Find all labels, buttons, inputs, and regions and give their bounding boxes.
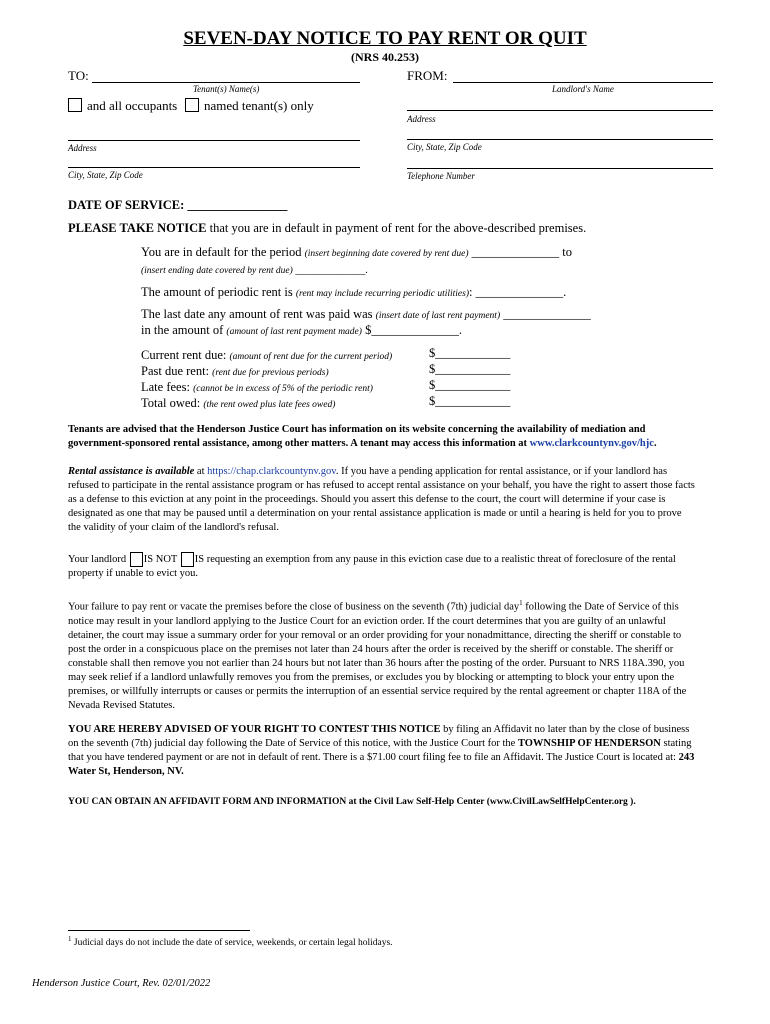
rental-assistance-at: at (194, 466, 208, 477)
tenant-address-field[interactable] (68, 140, 360, 141)
amount-row (141, 378, 541, 394)
amount-hint: (cannot be in excess of 5% of the periodic rent) (193, 384, 373, 394)
tenant-city-field[interactable] (68, 167, 360, 168)
landlord-name-caption: Landlord's Name (552, 84, 614, 94)
contest-text-a: by filing an Affidavit no later than by the close of business on the seventh (7th) judicial day following the Date of Service of this notice, with the Justice Court for the (68, 724, 690, 749)
rental-assistance-paragraph (68, 465, 696, 535)
landlord-address-caption: Address (407, 114, 436, 124)
tenant-address-caption: Address (68, 143, 97, 153)
contest-text-b: stating that you have tendered payment or are not in default of rent. There is a $71.00 court filing fee to file an Affidavit. The Justice Court is located at: (68, 738, 692, 763)
is-checkbox[interactable] (181, 552, 194, 567)
last-paid-line (141, 307, 591, 322)
hjc-link[interactable]: www.clarkcountynv.gov/hjc (529, 438, 654, 449)
amount-row (141, 346, 541, 362)
notice-lead (68, 221, 586, 236)
failure-text-b: following the Date of Service of this notice may result in your landlord applying to the Justice Court for an eviction order. If the court determines that you are guilty of an unlawful detainer, the court may issue a summary order for your removal or an order providing for your nonadmittance, directing the sheriff or constable to post the order in a conspicuous place on the premises not later than 24 hours after the order is received by the sheriff or constable. The sheriff or constable shall then remove you not earlier than 24 hours but not later than 36 hours after the posting of the order. Pursuant to NRS 118A.390, you may seek relief if a landlord unlawfully removes you from the premises, or excludes you by blocking or attempting to block your entry upon the premises, or willfully interrupts or causes or permits the interruption of an essential service required by the rental agreement or chapter 118A of the Nevada Revised Statutes. (68, 601, 687, 711)
page-title: SEVEN-DAY NOTICE TO PAY RENT OR QUIT (183, 28, 587, 49)
last-amount-blank[interactable]: $______________. (361, 323, 462, 337)
date-of-service-label: DATE OF SERVICE: (68, 198, 185, 212)
last-amount-line (141, 323, 462, 338)
landlord-city-field[interactable] (407, 139, 713, 140)
amount-blank[interactable]: $____________ (429, 394, 511, 408)
footnote-divider (68, 930, 250, 931)
periodic-rent-text: The amount of periodic rent is (141, 285, 296, 299)
last-paid-text: The last date any amount of rent was paid was (141, 307, 376, 321)
court-address: 243 Water St, Henderson, NV. (68, 752, 695, 777)
amount-label: Total owed: (141, 396, 204, 410)
amount-label: Current rent due: (141, 348, 230, 362)
advisory-text: Tenants are advised that the Henderson Justice Court has information on its website concerning the availability of mediation and government-sponsored rental assistance, among other matters. A tenant may access this information at (68, 424, 646, 449)
statute-reference: (NRS 40.253) (351, 50, 419, 64)
landlord-address-field[interactable] (407, 110, 713, 111)
exemption-paragraph (68, 552, 696, 581)
amount-blank[interactable]: $____________ (429, 362, 511, 376)
advisory-paragraph (68, 423, 698, 451)
amount-hint: (rent due for previous periods) (212, 368, 329, 378)
landlord-name-field[interactable] (453, 82, 713, 83)
amount-label: Past due rent: (141, 364, 213, 378)
amount-hint: (the rent owed plus late fees owed) (203, 400, 336, 410)
from-label: FROM: (407, 68, 448, 83)
period-hint-end: (insert ending date covered by rent due) (141, 266, 293, 276)
to-label: TO: (68, 68, 89, 83)
amount-hint: (amount of rent due for the current period) (229, 352, 393, 362)
all-occupants-checkbox[interactable] (68, 98, 82, 112)
exemption-text-b: IS NOT (143, 553, 178, 565)
all-occupants-label: and all occupants (87, 98, 178, 113)
period-hint-start: (insert beginning date covered by rent due) (304, 249, 469, 259)
landlord-phone-caption: Telephone Number (407, 171, 475, 181)
tenant-name-field[interactable] (92, 82, 360, 83)
affidavit-notice: YOU CAN OBTAIN AN AFFIDAVIT FORM AND INFORMATION at the Civil Law Self-Help Center (www.CivilLawSelfHelpCenter.org ). (68, 797, 636, 807)
footnote-text: Judicial days do not include the date of service, weekends, or certain legal holidays. (71, 938, 393, 949)
periodic-rent-blank[interactable]: : ______________. (469, 285, 567, 299)
tenant-name-caption: Tenant(s) Name(s) (193, 84, 260, 94)
amount-blank[interactable]: $____________ (429, 346, 511, 360)
contest-bold-b: TOWNSHIP OF HENDERSON (517, 738, 661, 749)
periodic-rent-line (141, 285, 566, 300)
last-amount-text: in the amount of (141, 323, 227, 337)
chap-link[interactable]: https://chap.clarkcountynv.gov (207, 466, 336, 477)
amount-blank[interactable]: $____________ (429, 378, 511, 392)
landlord-city-caption: City, State, Zip Code (407, 142, 482, 152)
exemption-text-a: Your landlord (68, 553, 127, 565)
rental-assistance-lead: Rental assistance is available (68, 466, 195, 477)
named-tenants-checkbox[interactable] (185, 98, 199, 112)
amount-row (141, 394, 541, 410)
failure-text-a: Your failure to pay rent or vacate the premises before the close of business on the seventh (7th) judicial day (68, 601, 520, 613)
footnote-number: 1 (68, 935, 72, 943)
last-paid-hint: (insert date of last rent payment) (375, 311, 501, 321)
last-amount-hint: (amount of last rent payment made) (226, 327, 362, 337)
period-text: You are in default for the period (141, 245, 305, 259)
page-footer: Henderson Justice Court, Rev. 02/01/2022 (32, 978, 211, 989)
amounts-list (141, 346, 541, 410)
named-tenants-label: named tenant(s) only (204, 98, 314, 113)
amount-label: Late fees: (141, 380, 194, 394)
period-start-blank[interactable]: ______________ to (468, 245, 573, 259)
contest-bold-a: YOU ARE HEREBY ADVISED OF YOUR RIGHT TO CONTEST THIS NOTICE (68, 724, 441, 735)
rental-assistance-text: . If you have a pending application for rental assistance, or if your landlord has refused to participate in the rental assistance program or has refused to accept rental assistance on your behalf, you have the right to assert those facts as a defense to this eviction at any point in the proceedings. Should you assert this defense to the court, the court will determine if your case is designated as one that may be paused until a determination on your rental assistance application is made or until a hearing is held for you to prove the validity of your claim of the landlord's refusal. (68, 466, 695, 533)
tenant-city-caption: City, State, Zip Code (68, 170, 143, 180)
period-line (141, 245, 572, 260)
notice-lead-bold: PLEASE TAKE NOTICE (68, 221, 207, 235)
last-paid-blank[interactable]: ______________ (500, 307, 591, 321)
period-end-blank[interactable]: ______________. (292, 265, 368, 276)
contest-paragraph (68, 723, 698, 779)
period-end-line (141, 262, 368, 277)
footnote-ref: 1 (519, 599, 523, 607)
date-of-service[interactable] (68, 198, 287, 213)
footnote (68, 935, 393, 948)
failure-paragraph (68, 596, 698, 713)
advisory-end: . (653, 438, 657, 449)
amount-row (141, 362, 541, 378)
date-of-service-blank[interactable]: ________________ (187, 198, 288, 212)
periodic-rent-hint: (rent may include recurring periodic utilities) (295, 289, 469, 299)
exemption-text-c: IS requesting an exemption from any pause in this eviction case due to a realistic threat of foreclosure of the rental property if unable to evict you. (68, 553, 676, 579)
landlord-phone-field[interactable] (407, 168, 713, 169)
is-not-checkbox[interactable] (130, 552, 143, 567)
notice-lead-text: that you are in default in payment of rent for the above-described premises. (206, 221, 587, 235)
